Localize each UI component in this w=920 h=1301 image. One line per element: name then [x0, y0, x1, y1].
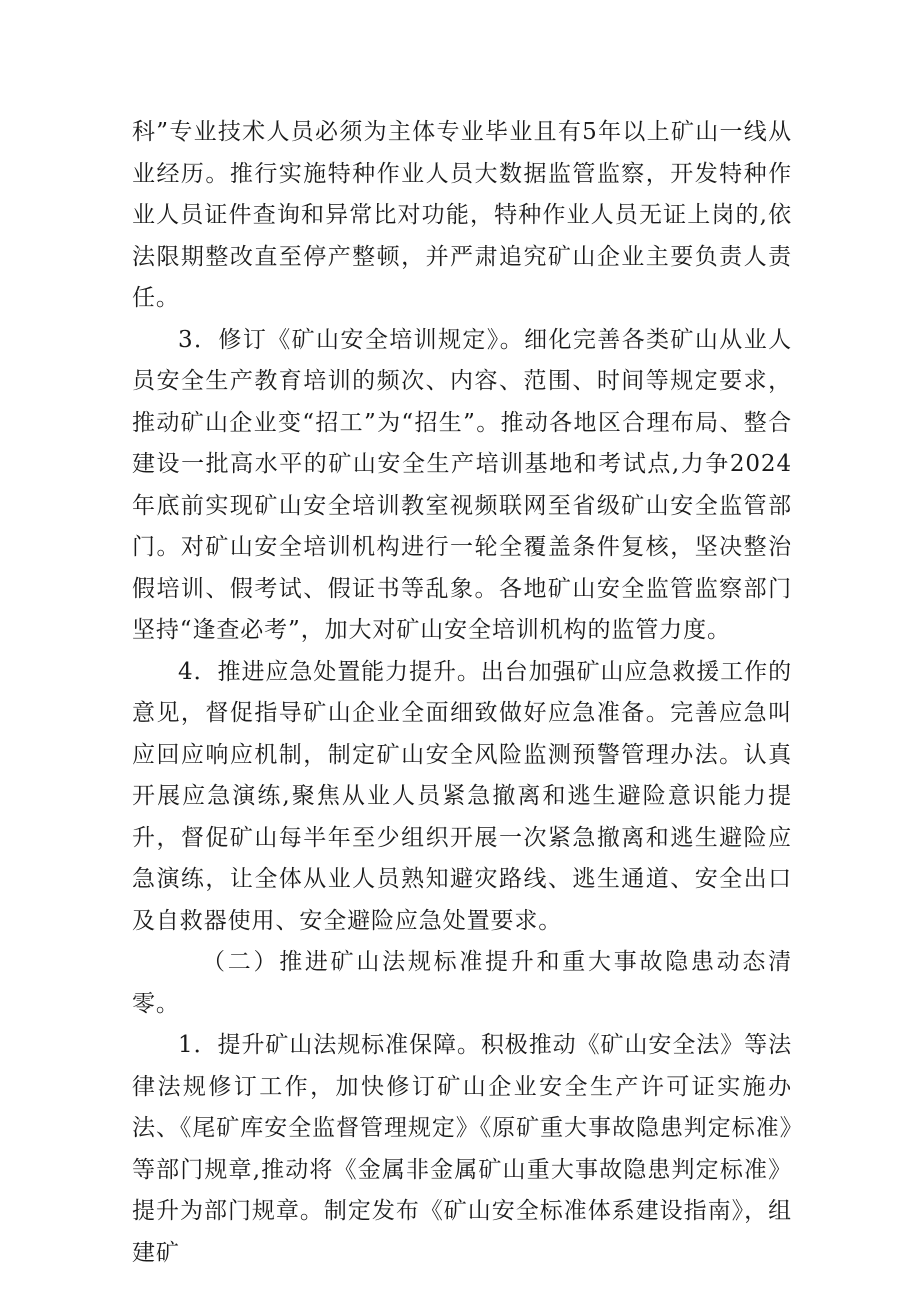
paragraph-item-3-training: 3．修订《矿山安全培训规定》。细化完善各类矿山从业人员安全生产教育培训的频次、内容、范围、时间等规定要求，推动矿山企业变“招工”为“招生”。推动各地区合理布局、整合建设一批高水平的矿山安全生产培训基地和考试点,力争2024年底前实现矿山安全培训教室视频联网至省级矿山安全监管部门。对矿山安全培训机构进行一轮全覆盖条件复核，坚决整治假培训、假考试、假证书等乱象。各地矿山安全监管监察部门坚持“逢查必考”，加大对矿山安全培训机构的监管力度。 — [132, 326, 792, 643]
paragraph-item-1-regulations: 1．提升矿山法规标准保障。积极推动《矿山安全法》等法律法规修订工作，加快修订矿山企业安全生产许可证实施办法、《尾矿库安全监督管理规定》《原矿重大事故隐患判定标准》等部门规章,推动将《金属非金属矿山重大事故隐患判定标准》提升为部门规章。制定发布《矿山安全标准体系建设指南》，组建矿 — [132, 1032, 792, 1266]
paragraph-item-4-emergency: 4．推进应急处置能力提升。出台加强矿山应急救援工作的意见，督促指导矿山企业全面细致做好应急准备。完善应急叫应回应响应机制，制定矿山安全风险监测预警管理办法。认真开展应急演练,聚焦从业人员紧急撤离和逃生避险意识能力提升，督促矿山每半年至少组织开展一次紧急撤离和逃生避险应急演练，让全体从业人员熟知避灾路线、逃生通道、安全出口及自救器使用、安全避险应急处置要求。 — [132, 658, 792, 934]
section-heading-2: （二）推进矿山法规标准提升和重大事故隐患动态清零。 — [132, 949, 792, 1017]
document-body — [132, 112, 792, 1274]
paragraph-continuation: 科”专业技术人员必须为主体专业毕业且有5年以上矿山一线从业经历。推行实施特种作业人员大数据监管监察，开发特种作业人员证件查询和异常比对功能，特种作业人员无证上岗的,依法限期整改直至停产整顿，并严肃追究矿山企业主要负责人责任。 — [132, 119, 792, 311]
